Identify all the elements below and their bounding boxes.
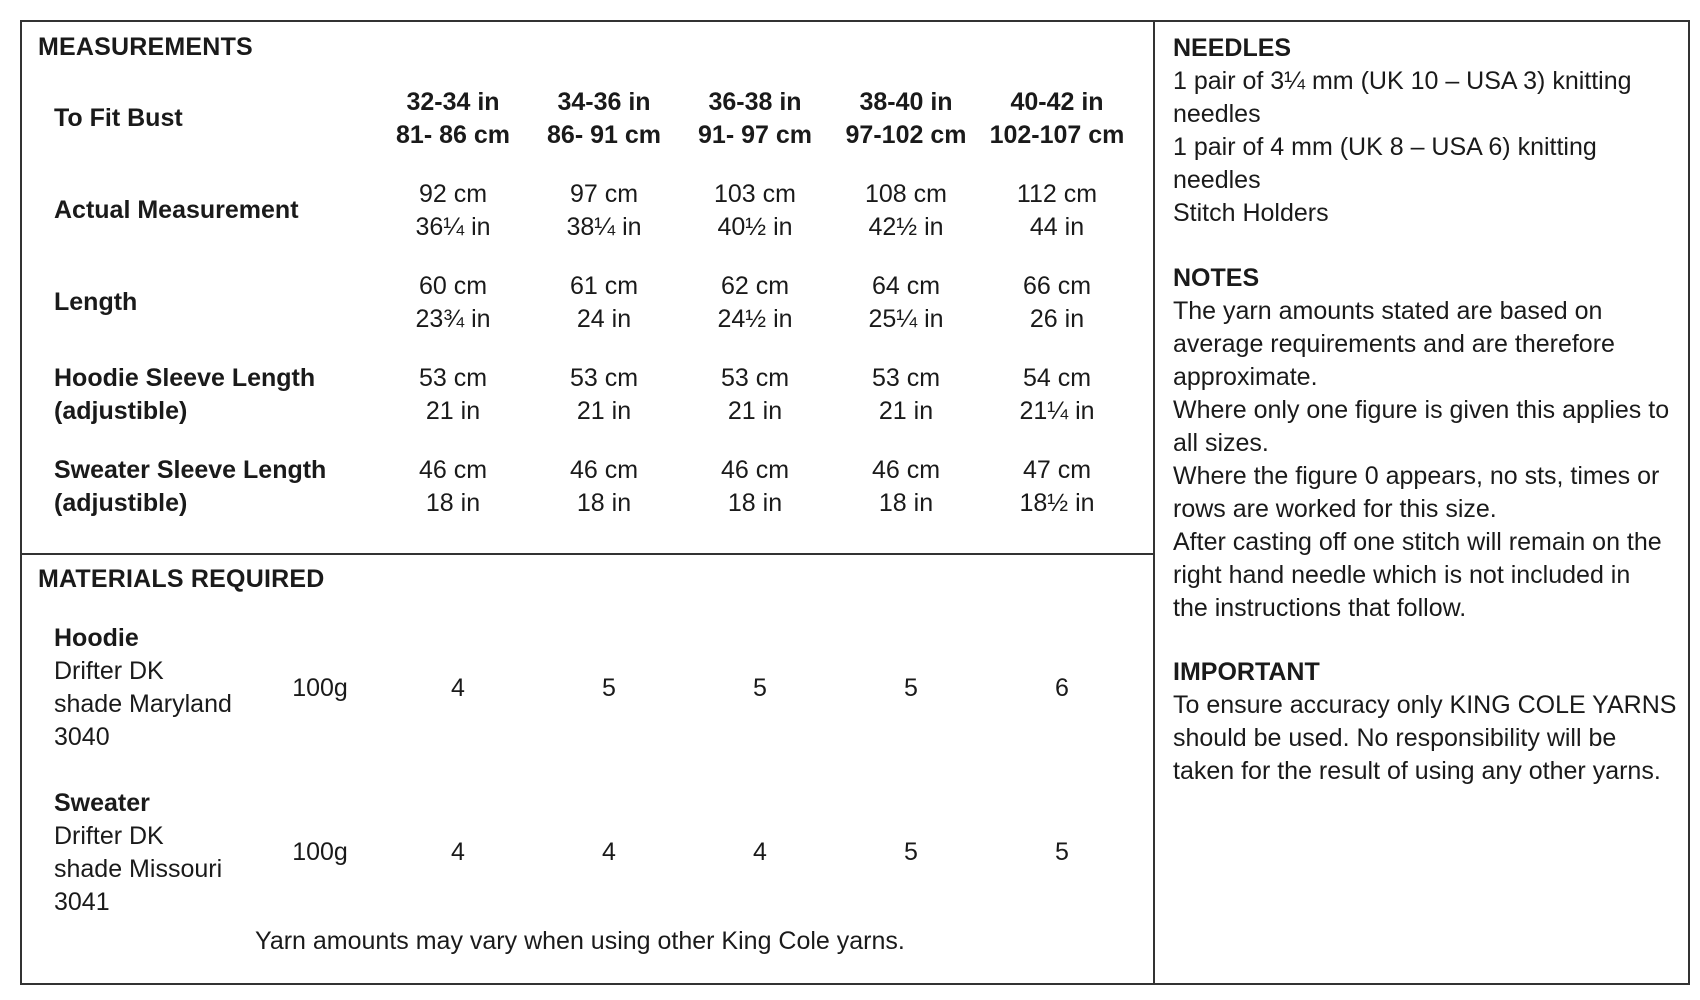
material-quantity: 5 (602, 674, 616, 702)
important-line: taken for the result of using any other yarns. (1173, 757, 1661, 785)
needles-line: 1 pair of 4 mm (UK 8 – USA 6) knitting (1173, 133, 1597, 161)
notes-section (1173, 262, 1683, 625)
measurement-cell: 62 cm 24½ in (717, 272, 793, 333)
notes-line: average requirements and are therefore (1173, 330, 1615, 358)
measurement-cell: 61 cm 24 in (569, 272, 639, 333)
needles-line: needles (1173, 100, 1261, 128)
material-weight: 100g (292, 838, 348, 866)
needles-heading: NEEDLES (1173, 34, 1292, 62)
size-header: 40-42 in 102-107 cm (989, 88, 1125, 149)
horizontal-divider (20, 553, 1155, 555)
needles-line: 1 pair of 3¼ mm (UK 10 – USA 3) knitting (1173, 67, 1632, 95)
important-line: should be used. No responsibility will be (1173, 724, 1617, 752)
notes-line: Where only one figure is given this applies to (1173, 396, 1670, 424)
measurement-cell: 47 cm 18½ in (1019, 456, 1095, 517)
vertical-divider (1153, 20, 1155, 985)
measurement-cell: 46 cm 18 in (569, 456, 639, 517)
measurement-cell: 54 cm 21¼ in (1019, 364, 1095, 425)
material-hoodie: Hoodie Drifter DK shade Maryland 3040 (54, 624, 232, 751)
measurement-cell: 46 cm 18 in (871, 456, 941, 517)
measurement-cell: 53 cm 21 in (418, 364, 488, 425)
important-line: To ensure accuracy only KING COLE YARNS (1173, 691, 1677, 719)
measurement-cell: 108 cm 42½ in (865, 180, 947, 241)
notes-line: rows are worked for this size. (1173, 495, 1497, 523)
row-label-sweater-sleeve-length: Sweater Sleeve Length (adjustible) (54, 456, 327, 517)
materials-heading: MATERIALS REQUIRED (38, 565, 325, 593)
important-section (1173, 656, 1683, 788)
measurement-cell: 46 cm 18 in (418, 456, 488, 517)
notes-line: the instructions that follow. (1173, 594, 1467, 622)
material-quantity: 5 (904, 674, 918, 702)
notes-line: Where the figure 0 appears, no sts, times or (1173, 462, 1660, 490)
material-quantity: 4 (451, 838, 465, 866)
measurement-cell: 64 cm 25¼ in (868, 272, 944, 333)
row-label-hoodie-sleeve-length: Hoodie Sleeve Length (adjustible) (54, 364, 316, 425)
measurement-cell: 97 cm 38¼ in (566, 180, 642, 241)
measurement-cell: 53 cm 21 in (569, 364, 639, 425)
needles-line: Stitch Holders (1173, 199, 1329, 227)
size-header: 32-34 in 81- 86 cm (396, 88, 510, 149)
yarn-footnote: Yarn amounts may vary when using other King Cole yarns. (255, 927, 905, 955)
row-label-to-fit-bust: To Fit Bust (54, 104, 183, 132)
measurement-cell: 46 cm 18 in (720, 456, 790, 517)
size-header: 38-40 in 97-102 cm (845, 88, 967, 149)
notes-line: After casting off one stitch will remain on the (1173, 528, 1662, 556)
measurement-cell: 53 cm 21 in (871, 364, 941, 425)
material-weight: 100g (292, 674, 348, 702)
measurement-cell: 103 cm 40½ in (714, 180, 796, 241)
material-sweater: Sweater Drifter DK shade Missouri 3041 (54, 789, 223, 916)
needles-line: needles (1173, 166, 1261, 194)
notes-line: approximate. (1173, 363, 1318, 391)
row-label-actual-measurement: Actual Measurement (54, 196, 299, 224)
notes-line: right hand needle which is not included in (1173, 561, 1631, 589)
measurement-cell: 112 cm 44 in (1016, 180, 1098, 241)
notes-heading: NOTES (1173, 264, 1260, 292)
row-label-length: Length (54, 288, 138, 316)
notes-line: all sizes. (1173, 429, 1269, 457)
measurement-cell: 92 cm 36¼ in (415, 180, 491, 241)
measurement-cell: 60 cm 23¾ in (415, 272, 491, 333)
measurement-cell: 66 cm 26 in (1022, 272, 1092, 333)
material-quantity: 6 (1055, 674, 1069, 702)
material-quantity: 5 (1055, 838, 1069, 866)
material-quantity: 4 (753, 838, 767, 866)
material-quantity: 4 (451, 674, 465, 702)
size-header: 34-36 in 86- 91 cm (547, 88, 661, 149)
material-quantity: 5 (753, 674, 767, 702)
material-quantity: 4 (602, 838, 616, 866)
measurements-heading: MEASUREMENTS (38, 33, 253, 61)
material-quantity: 5 (904, 838, 918, 866)
size-header: 36-38 in 91- 97 cm (698, 88, 812, 149)
notes-line: The yarn amounts stated are based on (1173, 297, 1603, 325)
measurement-cell: 53 cm 21 in (720, 364, 790, 425)
needles-section (1173, 32, 1683, 230)
important-heading: IMPORTANT (1173, 658, 1320, 686)
